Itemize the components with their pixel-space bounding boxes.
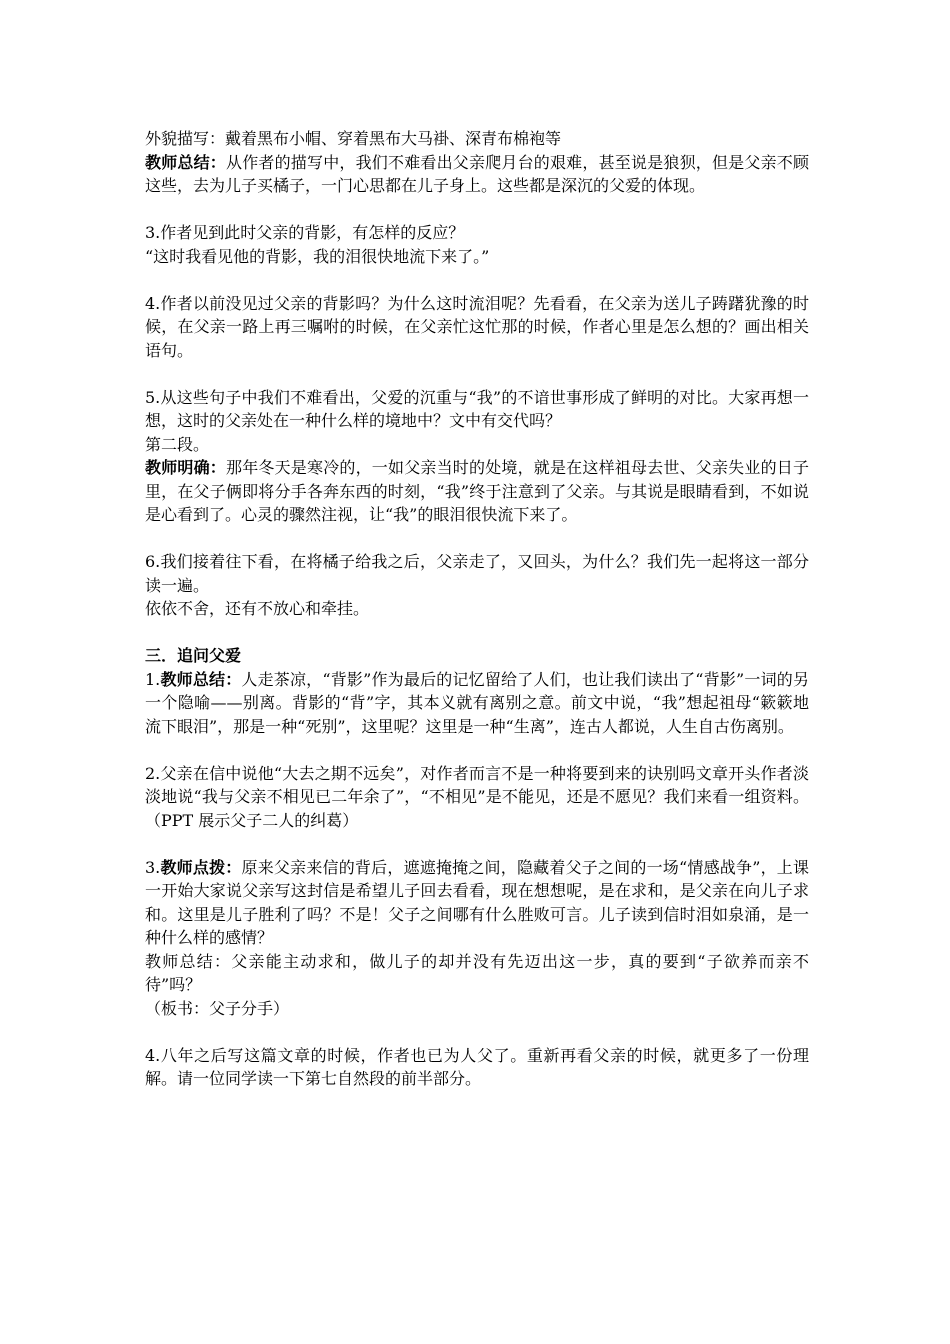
teacher-clarify-text: 那年冬天是寒冷的，一如父亲当时的处境，就是在这样祖母去世、父亲失业的日子里，在父子俩即将分手各奔东西的时刻，“我”终于注意到了父亲。与其说是眼睛看到，不如说是心看到了。心灵的骤然注视，让“我”的眼泪很快流下来了。 <box>145 458 809 524</box>
teacher-clarify-paragraph <box>145 456 809 527</box>
section-3-item-3-summary: 教师总结：父亲能主动求和，做儿子的却并没有先迈出这一步，真的要到“子欲养而亲不待”吗？ <box>145 951 809 994</box>
item-number: 3. <box>145 857 161 877</box>
section-3-item-2: 2.父亲在信中说他“大去之期不远矣”，对作者而言不是一种将要到来的诀别吗文章开头作者淡淡地说“我与父亲不相见已二年余了”，“不相见”是不能见，还是不愿见？我们来看一组资料。（PPT 展示父子二人的纠葛） <box>145 763 809 830</box>
teacher-summary-label: 教师总结： <box>145 152 226 172</box>
paragraph-gap <box>145 268 809 292</box>
section-3-item-3-text: 原来父亲来信的背后，遮遮掩掩之间，隐藏着父子之间的一场“情感战争”，上课一开始大家说父亲写这封信是希望儿子回去看看，现在想想呢，是在求和，是父亲在向儿子求和。这里是儿子胜利了吗？不是！父子之间哪有什么胜败可言。儿子读到信时泪如泉涌，是一种什么样的感情？ <box>145 857 809 947</box>
teacher-clarify-label: 教师明确： <box>145 458 226 477</box>
section-3-item-4: 4.八年之后写这篇文章的时候，作者也已为人父了。重新再看父亲的时候，就更多了一份理解。请一位同学读一下第七自然段的前半部分。 <box>145 1045 809 1088</box>
teacher-guidance-label: 教师点拨： <box>160 857 242 877</box>
section-3-item-3 <box>145 856 809 950</box>
question-4: 4.作者以前没见过父亲的背影吗？为什么这时流泪呢？先看看，在父亲为送儿子踌躇犹豫的时候，在父亲一路上再三嘱咐的时候，在父亲忙这忙那的时候，作者心里是怎么想的？画出相关语句。 <box>145 293 809 360</box>
paragraph-gap <box>145 362 809 386</box>
section-3-item-1 <box>145 668 809 739</box>
paragraph-gap <box>145 1020 809 1044</box>
paragraph-gap <box>145 621 809 645</box>
paragraph-gap <box>145 738 809 762</box>
question-6-answer: 依依不舍，还有不放心和牵挂。 <box>145 599 370 618</box>
section-3-item-1-text: 人走茶凉，“背影”作为最后的记忆留给了人们，也让我们读出了“背影”一词的另一个隐喻——别离。背影的“背”字，其本义就有离别之意。前文中说，“我”想起祖母“簌簌地流下眼泪”，那是一种“死别”，这里呢？这里是一种“生离”，连古人都说，人生自古伤离别。 <box>145 669 809 736</box>
board-note: （板书：父子分手） <box>145 998 290 1018</box>
paragraph-gap <box>145 198 809 222</box>
paragraph-gap <box>145 832 809 856</box>
teacher-summary-text: 从作者的描写中，我们不难看出父亲爬月台的艰难，甚至说是狼狈，但是父亲不顾这些，去为儿子买橘子，一门心思都在儿子身上。这些都是深沉的父爱的体现。 <box>145 152 809 195</box>
section-3-heading: 三．追问父爱 <box>145 646 242 665</box>
teacher-summary-label: 教师总结： <box>160 669 242 689</box>
paragraph-gap <box>145 527 809 551</box>
teacher-summary-paragraph <box>145 151 809 198</box>
question-5: 5.从这些句子中我们不难看出，父爱的沉重与“我”的不谙世事形成了鲜明的对比。大家再想一想，这时的父亲处在一种什么样的境地中？文中有交代吗？ <box>145 387 809 430</box>
question-3: 3.作者见到此时父亲的背影，有怎样的反应？ <box>145 223 465 242</box>
item-number: 1. <box>145 669 161 689</box>
document-body <box>145 127 809 1091</box>
question-3-answer: “这时我看见他的背影，我的泪很快地流下来了。” <box>145 246 490 266</box>
question-6: 6.我们接着往下看，在将橘子给我之后，父亲走了，又回头，为什么？我们先一起将这一部分读一遍。 <box>145 552 809 595</box>
appearance-description: 外貌描写：戴着黑布小帽、穿着黑布大马褂、深青布棉袍等 <box>145 129 562 148</box>
question-5-answer: 第二段。 <box>145 434 210 454</box>
